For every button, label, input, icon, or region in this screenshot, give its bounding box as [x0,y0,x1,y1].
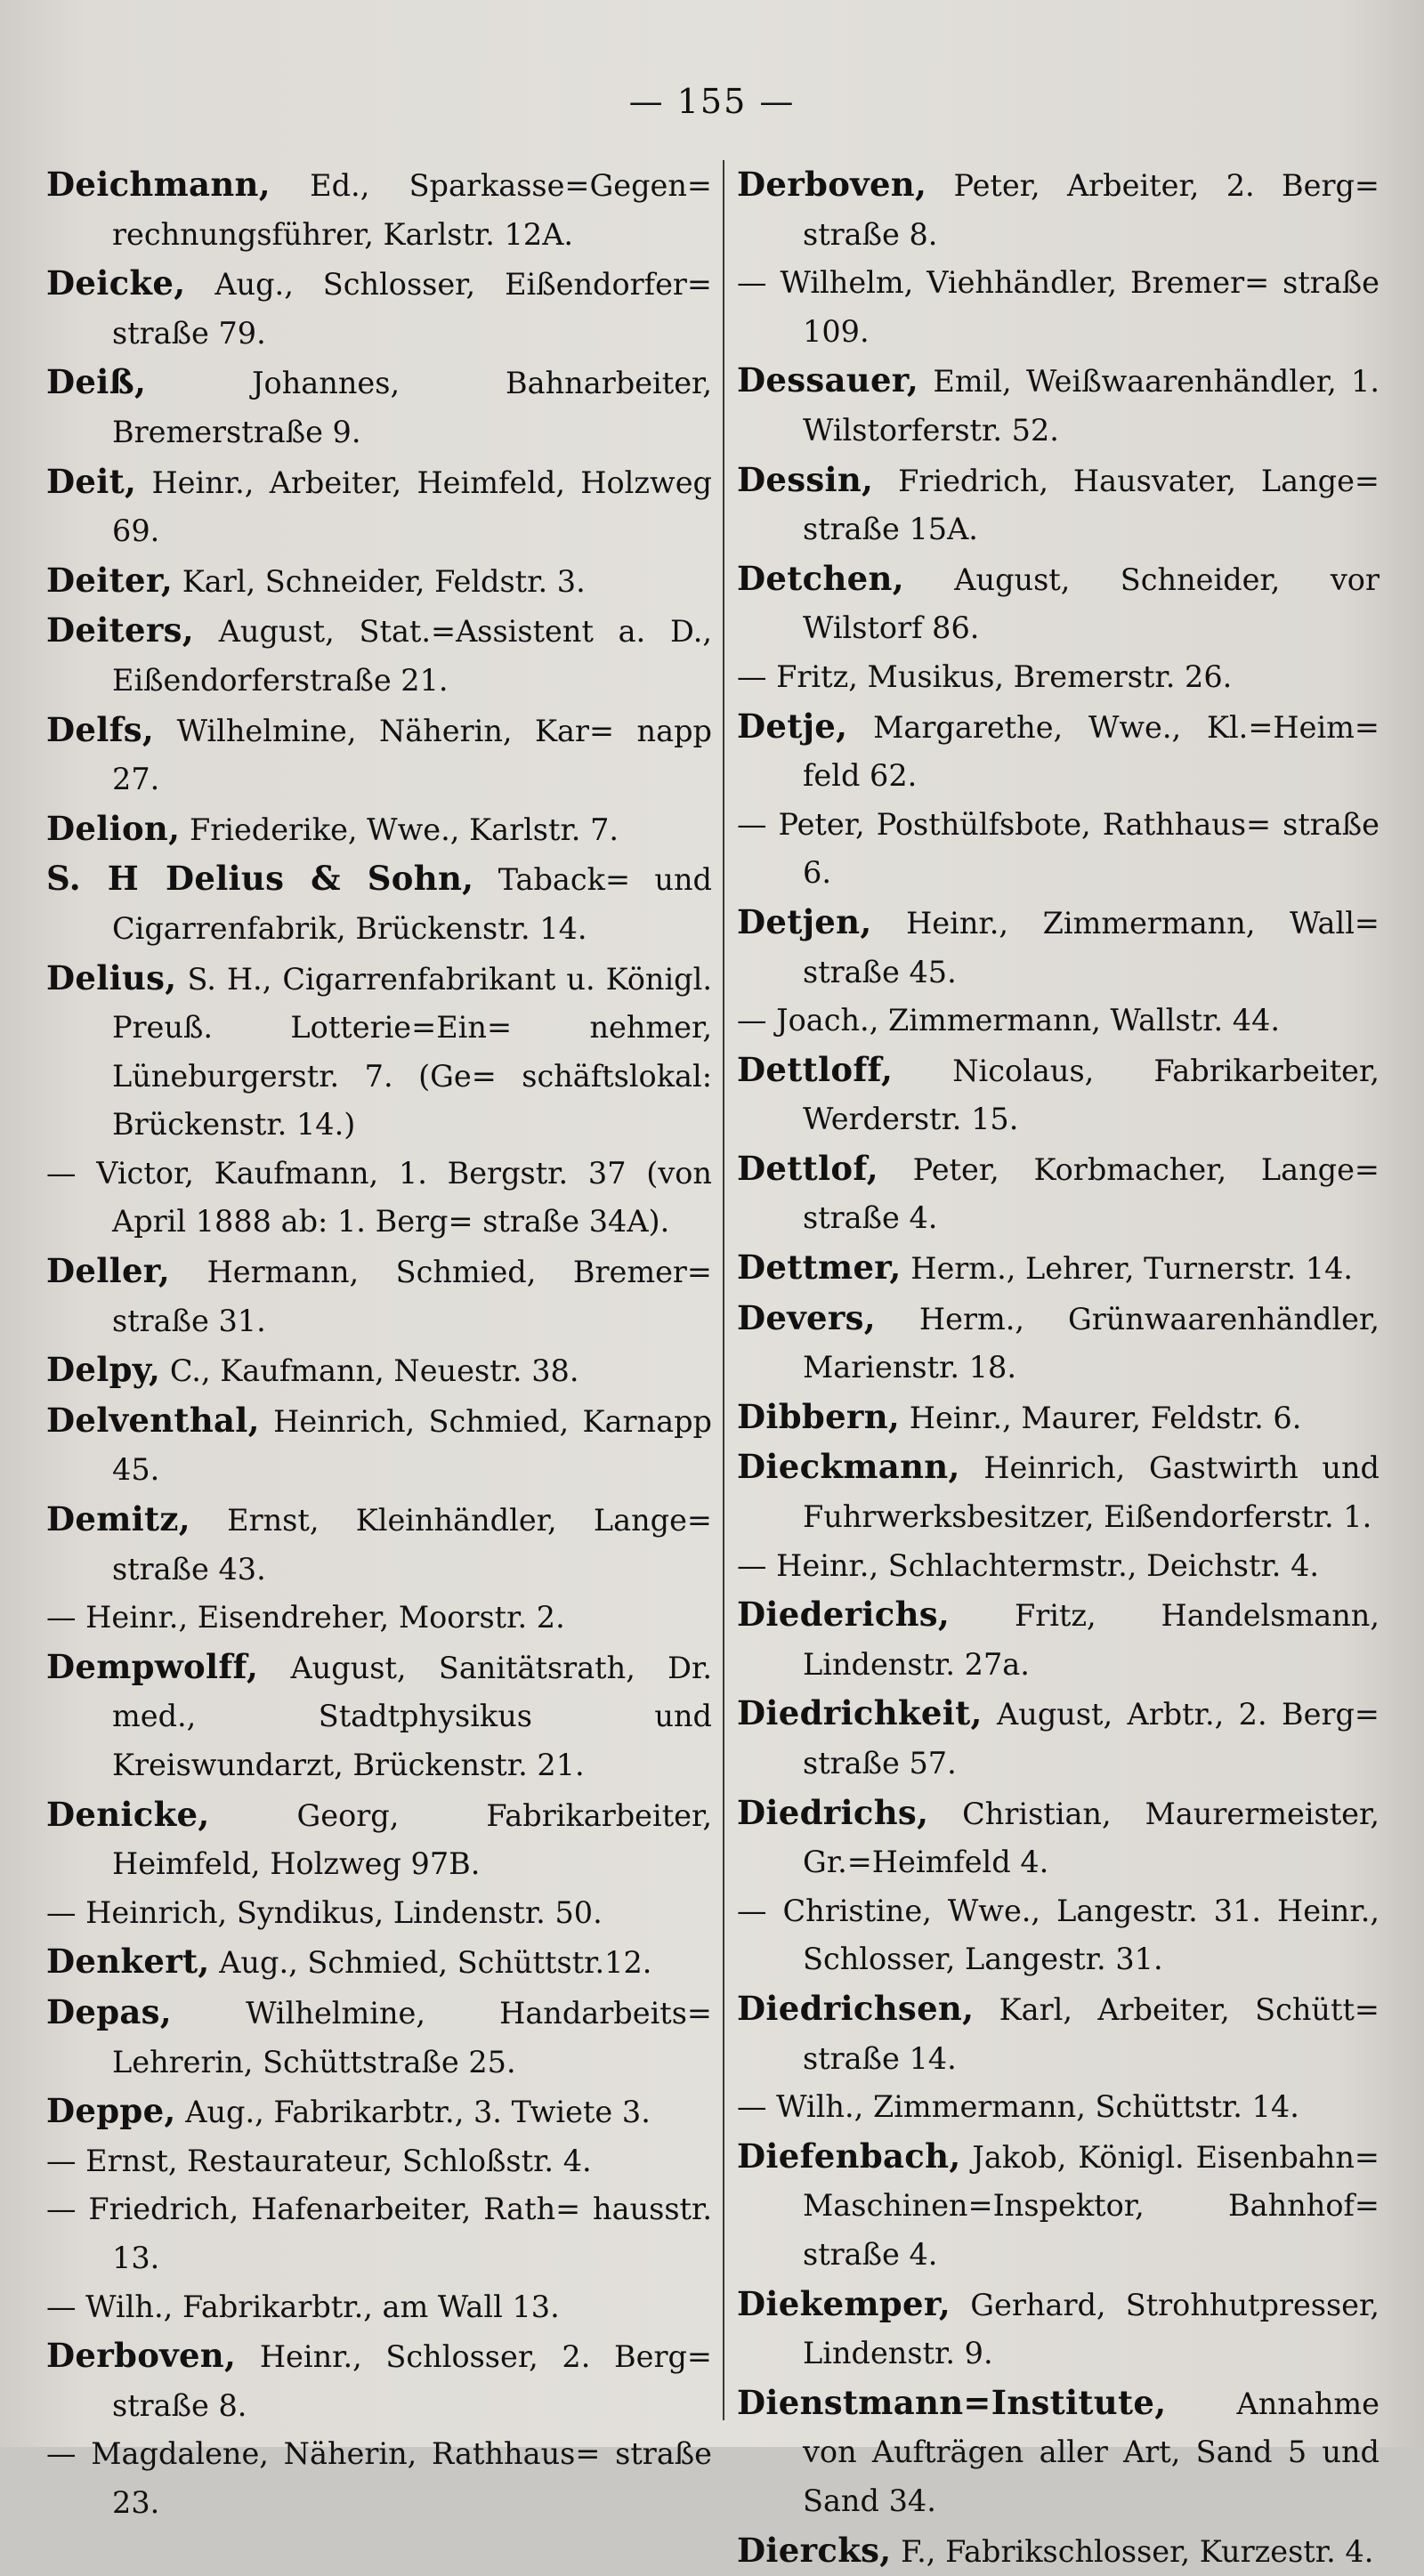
entry-details: Friederike, Wwe., Karlstr. 7. [190,812,619,847]
entry-details: — Friedrich, Hafenarbeiter, Rath= hausstr. 13. [46,2192,712,2275]
directory-entry [46,2087,712,2137]
entry-details: Hermann, Schmied, Bremer= straße 31. [112,1255,712,1338]
directory-entry [46,854,712,953]
entry-name: Dessin, [737,460,873,499]
entry-name: Delius, [46,958,176,997]
entry-details: — Wilh., Fabrikarbtr., am Wall 13. [46,2289,560,2324]
directory-entry [737,356,1380,455]
entry-details: Herm., Grünwaarenhändler, Marienstr. 18. [803,1302,1380,1385]
directory-entry [737,1144,1380,1243]
entry-details: — Heinr., Eisendreher, Moorstr. 2. [46,1600,565,1635]
entry-details: Ed., Sparkasse=Gegen= rechnungsführer, Karlstr. 12A. [112,168,712,252]
entry-name: Deiter, [46,561,173,600]
entry-details: — Victor, Kaufmann, 1. Bergstr. 37 (von April 1888 ab: 1. Berg= straße 34A). [46,1156,712,1240]
entry-name: Diefenbach, [737,2136,961,2176]
directory-entry [737,1294,1380,1393]
directory-entry [737,1442,1380,1541]
entry-details: August, Stat.=Assistent a. D., Eißendorferstraße 21. [112,614,712,698]
directory-entry [46,2331,712,2430]
directory-entry [46,160,712,259]
entry-name: Deichmann, [46,165,271,204]
directory-entry [46,1790,712,1889]
directory-entry [737,1887,1380,1984]
entry-details: Aug., Fabrikarbtr., 3. Twiete 3. [185,2095,651,2129]
entry-details: S. H., Cigarrenfabrikant u. Königl. Preuß. Lotterie=Ein= nehmer, Lüneburgerstr. 7. (Ge= schäftslokal: Brückenstr. 14.) [112,962,712,1143]
entry-details: F., Fabrikschlosser, Kurzestr. 4. [901,2534,1373,2569]
entry-details: Heinrich, Schmied, Karnapp 45. [112,1404,712,1488]
entry-details: Margarethe, Wwe., Kl.=Heim= feld 62. [803,710,1380,794]
entry-details: — Peter, Posthülfsbote, Rathhaus= straße 6. [737,807,1380,891]
directory-entry [46,2283,712,2332]
directory-entry [737,2378,1380,2526]
entry-name: Diekemper, [737,2284,951,2323]
directory-entry [737,653,1380,702]
directory-entry [737,2083,1380,2132]
entry-details: — Magdalene, Näherin, Rathhaus= straße 23. [46,2436,712,2520]
directory-entry [46,259,712,358]
directory-entry [737,2280,1380,2378]
directory-entry [737,1046,1380,1144]
entry-details: C., Kaufmann, Neuestr. 38. [170,1353,579,1388]
entry-name: Diercks, [737,2531,891,2570]
directory-entry [46,804,712,855]
entry-name: Depas, [46,1992,172,2031]
entry-details: Nicolaus, Fabrikarbeiter, Werderstr. 15. [803,1054,1380,1137]
entry-details: Aug., Schmied, Schüttstr.12. [219,1945,651,1980]
entry-name: Diederichs, [737,1595,950,1634]
entry-name: Diedrichsen, [737,1989,974,2028]
entry-details: Friedrich, Hausvater, Lange= straße 15A. [803,464,1380,547]
entry-name: Delventhal, [46,1401,260,1440]
entry-details: — Fritz, Musikus, Bremerstr. 26. [737,659,1232,694]
entry-details: Taback= und Cigarrenfabrik, Brückenstr. 14. [112,862,712,946]
directory-entry [737,801,1380,898]
entry-name: Derboven, [737,165,926,204]
entry-name: Delpy, [46,1350,160,1389]
directory-entry [46,1150,712,1247]
directory-entry [46,706,712,804]
entry-name: Denkert, [46,1942,210,1981]
entry-name: Dettlof, [737,1149,878,1188]
directory-entry [46,1396,712,1495]
entry-details: Johannes, Bahnarbeiter, Bremerstraße 9. [112,366,712,449]
directory-entry [46,358,712,456]
directory-entry [46,1937,712,1988]
directory-entry [46,457,712,556]
entry-details: Gerhard, Strohhutpresser, Lindenstr. 9. [803,2288,1380,2371]
page-number: — 155 — [0,82,1424,121]
entry-details: — Heinr., Schlachtermstr., Deichstr. 4. [737,1548,1319,1583]
entry-details: Heinr., Arbeiter, Heimfeld, Holzweg 69. [112,465,712,549]
directory-entry [737,1243,1380,1294]
entry-details: Heinrich, Gastwirth und Fuhrwerksbesitzer, Eißendorferstr. 1. [803,1450,1380,1534]
directory-entry [46,1988,712,2087]
entry-details: Karl, Schneider, Feldstr. 3. [182,564,586,599]
entry-details: Karl, Arbeiter, Schütt= straße 14. [803,1992,1380,2076]
entry-details: — Wilhelm, Viehhändler, Bremer= straße 109. [737,265,1380,349]
directory-entry [737,1590,1380,1689]
entry-details: Georg, Fabrikarbeiter, Heimfeld, Holzweg 97B. [112,1798,712,1882]
entry-name: Dempwolff, [46,1647,258,1686]
entry-details: Heinr., Zimmermann, Wall= straße 45. [803,906,1380,989]
entry-details: Annahme von Aufträgen aller Art, Sand 5 und Sand 34. [803,2386,1380,2518]
entry-details: — Joach., Zimmermann, Wallstr. 44. [737,1003,1280,1038]
entry-details: Wilhelmine, Näherin, Kar= napp 27. [112,714,712,797]
directory-entry [46,1889,712,1938]
directory-entry [737,160,1380,259]
directory-entry [46,1345,712,1396]
directory-entry [737,1984,1380,2083]
directory-entry [737,1789,1380,1887]
left-column [46,160,712,2420]
entry-details: Fritz, Handelsmann, Lindenstr. 27a. [803,1598,1380,1682]
entry-name: Dibbern, [737,1397,900,1436]
directory-entry [46,2430,712,2527]
entry-details: Ernst, Kleinhändler, Lange= straße 43. [112,1503,712,1587]
directory-entry [46,1594,712,1643]
entry-details: Heinr., Maurer, Feldstr. 6. [910,1401,1302,1435]
entry-details: Wilhelmine, Handarbeits= Lehrerin, Schüttstraße 25. [112,1996,712,2079]
directory-entry [46,1643,712,1790]
directory-entry [737,1393,1380,1443]
entry-name: Delfs, [46,710,154,749]
entry-name: Dettloff, [737,1050,893,1089]
directory-entry [737,259,1380,356]
entry-name: Deit, [46,462,136,501]
entry-name: Detjen, [737,902,872,941]
directory-entry [737,554,1380,653]
directory-entry [737,1689,1380,1788]
entry-details: Peter, Arbeiter, 2. Berg= straße 8. [803,168,1380,252]
entry-details: Herm., Lehrer, Turnerstr. 14. [910,1251,1353,1286]
directory-entry [737,2526,1380,2576]
directory-entry [46,556,712,607]
entry-name: Demitz, [46,1499,190,1538]
directory-entry [737,456,1380,554]
entry-details: Christian, Maurermeister, Gr.=Heimfeld 4. [803,1797,1380,1880]
entry-name: Dessauer, [737,360,918,400]
entry-name: Deicke, [46,263,185,303]
entry-details: August, Sanitätsrath, Dr. med., Stadtphysikus und Kreiswundarzt, Brückenstr. 21. [112,1651,712,1782]
directory-entry [737,1542,1380,1591]
directory-entry [46,606,712,705]
entry-name: Dieckmann, [737,1447,960,1486]
entry-details: — Ernst, Restaurateur, Schloßstr. 4. [46,2144,592,2178]
entry-name: Deller, [46,1251,170,1290]
entry-details: Peter, Korbmacher, Lange= straße 4. [803,1152,1380,1236]
entry-details: Aug., Schlosser, Eißendorfer= straße 79. [112,267,712,351]
entry-name: Devers, [737,1298,876,1337]
entry-name: Deppe, [46,2091,176,2130]
directory-entry [737,898,1380,997]
entry-name: S. H Delius & Sohn, [46,859,473,898]
directory-entry [46,2137,712,2186]
entry-name: Dettmer, [737,1248,902,1287]
entry-name: Deiters, [46,610,194,650]
entry-name: Dienstmann=Institute, [737,2383,1166,2422]
entry-details: — Christine, Wwe., Langestr. 31. Heinr., Schlosser, Langestr. 31. [737,1894,1380,1977]
entry-details: August, Schneider, vor Wilstorf 86. [803,562,1380,646]
right-column [737,160,1380,2420]
directory-entry [737,2132,1380,2280]
entry-name: Diedrichkeit, [737,1693,983,1732]
entry-details: Jakob, Königl. Eisenbahn= Maschinen=Inspektor, Bahnhof= straße 4. [803,2140,1380,2272]
entry-details: — Heinrich, Syndikus, Lindenstr. 50. [46,1895,603,1930]
entry-details: Heinr., Schlosser, 2. Berg= straße 8. [112,2339,712,2423]
directory-entry [737,702,1380,801]
entry-details: Emil, Weißwaarenhändler, 1. Wilstorferstr. 52. [803,364,1380,448]
entry-name: Detchen, [737,559,904,598]
entry-name: Deiß, [46,362,146,401]
entry-name: Denicke, [46,1795,210,1834]
directory-entry [46,2185,712,2282]
entry-name: Delion, [46,809,180,848]
directory-entry [46,954,712,1150]
entry-details: — Wilh., Zimmermann, Schüttstr. 14. [737,2089,1299,2124]
entry-name: Derboven, [46,2336,236,2375]
directory-entry [46,1495,712,1594]
directory-entry [737,997,1380,1046]
column-divider [723,160,724,2420]
entry-name: Diedrichs, [737,1793,928,1832]
entry-name: Detje, [737,707,847,746]
directory-entry [46,1247,712,1345]
entry-details: August, Arbtr., 2. Berg= straße 57. [803,1697,1380,1781]
